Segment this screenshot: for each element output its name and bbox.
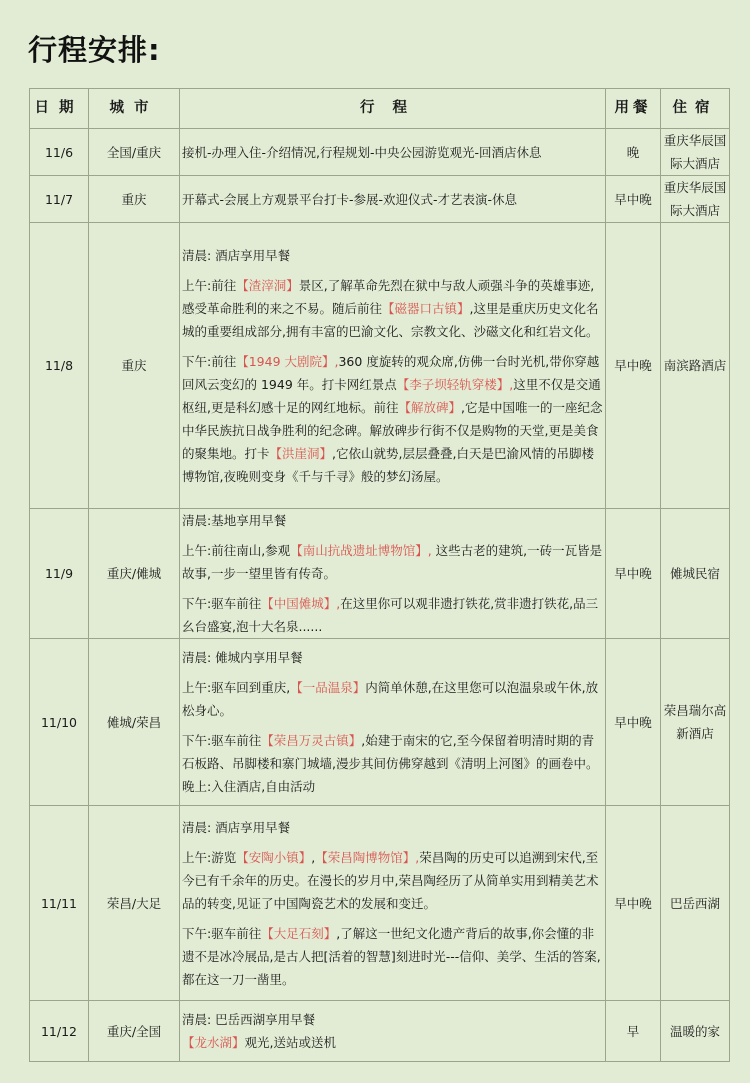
row-hotel: 巴岳西湖 bbox=[661, 806, 730, 1001]
highlight-spot: 【磁器口古镇】 bbox=[382, 300, 470, 316]
morning-early: 清晨: 酒店享用早餐 bbox=[182, 819, 291, 835]
morning-plan: 上午:游览【安陶小镇】,【荣昌陶博物馆】,荣昌陶的历史可以追溯到宋代,至今已有千余年的历史。在漫长的岁月中,荣昌陶经历了从简单实用到精美艺术品的转变,见证了中国陶瓷艺术的发展和变迁。 bbox=[182, 849, 599, 911]
row-hotel: 温暖的家 bbox=[661, 1001, 730, 1062]
highlight-spot: 【龙水湖】 bbox=[182, 1035, 245, 1050]
highlight-spot: 【南山抗战遗址博物馆】, bbox=[290, 543, 432, 558]
row-plan bbox=[180, 223, 606, 509]
morning-early: 清晨:基地享用早餐 bbox=[182, 513, 287, 528]
row-meals: 早 bbox=[606, 1001, 661, 1062]
row-city: 重庆 bbox=[89, 223, 180, 509]
row-city: 全国/重庆 bbox=[89, 129, 180, 176]
row-meals: 早中晚 bbox=[606, 223, 661, 509]
table-row bbox=[30, 509, 730, 639]
itinerary-table bbox=[29, 88, 730, 1062]
highlight-spot: 【一品温泉】 bbox=[290, 680, 366, 695]
final-plan: 【龙水湖】观光,送站或送机 bbox=[182, 1035, 336, 1050]
row-hotel: 重庆华辰国际大酒店 bbox=[661, 129, 730, 176]
highlight-spot: 【1949 大剧院】, bbox=[236, 353, 339, 369]
morning-plan: 上午:驱车回到重庆,【一品温泉】内简单休憩,在这里您可以泡温泉或午休,放松身心。 bbox=[182, 680, 599, 718]
row-date: 11/11 bbox=[30, 806, 89, 1001]
row-date: 11/6 bbox=[30, 129, 89, 176]
header-hotel: 住宿 bbox=[661, 89, 730, 129]
row-hotel: 南滨路酒店 bbox=[661, 223, 730, 509]
row-meals: 早中晚 bbox=[606, 509, 661, 639]
row-hotel: 重庆华辰国际大酒店 bbox=[661, 176, 730, 223]
row-plan bbox=[180, 639, 606, 806]
morning-early: 清晨: 傩城内享用早餐 bbox=[182, 650, 303, 665]
row-hotel: 傩城民宿 bbox=[661, 509, 730, 639]
row-plan: 接机-办理入住-介绍情况,行程规划-中央公园游览观光-回酒店休息 bbox=[180, 129, 606, 176]
row-city: 荣昌/大足 bbox=[89, 806, 180, 1001]
highlight-spot: 【中国傩城】, bbox=[261, 596, 341, 611]
afternoon-plan: 下午:驱车前往【荣昌万灵古镇】,始建于南宋的它,至今保留着明清时期的青石板路、吊脚楼和寨门城墙,漫步其间仿佛穿越到《清明上河图》的画卷中。晚上:入住酒店,自由活动 bbox=[182, 733, 599, 794]
row-city: 傩城/荣昌 bbox=[89, 639, 180, 806]
table-row bbox=[30, 806, 730, 1001]
row-plan bbox=[180, 806, 606, 1001]
row-city: 重庆/全国 bbox=[89, 1001, 180, 1062]
header-meals: 用餐 bbox=[606, 89, 661, 129]
row-date: 11/10 bbox=[30, 639, 89, 806]
morning-plan: 上午:前往【渣滓洞】景区,了解革命先烈在狱中与敌人顽强斗争的英雄事迹,感受革命胜利的来之不易。随后前往【磁器口古镇】,这里是重庆历史文化名城的重要组成部分,拥有丰富的巴渝文化、宗教文化、沙磁文化和红岩文化。 bbox=[182, 277, 599, 339]
row-plan: 开幕式-会展上方观景平台打卡-参展-欢迎仪式-才艺表演-休息 bbox=[180, 176, 606, 223]
row-date: 11/12 bbox=[30, 1001, 89, 1062]
afternoon-plan: 下午:驱车前往【中国傩城】,在这里你可以观非遗打铁花,赏非遗打铁花,品三幺台盛宴,泡十大名泉...... bbox=[182, 596, 599, 634]
highlight-spot: 【大足石刻】 bbox=[261, 925, 337, 941]
row-meals: 早中晚 bbox=[606, 639, 661, 806]
row-city: 重庆/傩城 bbox=[89, 509, 180, 639]
highlight-spot: 【李子坝轻轨穿楼】, bbox=[396, 376, 514, 392]
row-date: 11/7 bbox=[30, 176, 89, 223]
header-city: 城市 bbox=[89, 89, 180, 129]
row-date: 11/9 bbox=[30, 509, 89, 639]
row-plan bbox=[180, 1001, 606, 1062]
row-city: 重庆 bbox=[89, 176, 180, 223]
table-header-row bbox=[30, 89, 730, 129]
afternoon-plan: 下午:驱车前往【大足石刻】,了解这一世纪文化遗产背后的故事,你会懂的非遗不是冰冷展品,是古人把[活着的智慧]刻进时光---信仰、美学、生活的答案,都在这一刀一凿里。 bbox=[182, 925, 601, 987]
row-date: 11/8 bbox=[30, 223, 89, 509]
afternoon-plan: 下午:前往【1949 大剧院】,360 度旋转的观众席,仿佛一台时光机,带你穿越回风云变幻的 1949 年。打卡网红景点【李子坝轻轨穿楼】,这里不仅是交通枢纽,更是科幻感十足的网红地标。前往【解放碑】,它是中国唯一的一座纪念中华民族抗日战争胜利的纪念碑。解放碑步行街不仅是购物的天堂,更是美食的聚集地。打卡【洪崖洞】,它依山就势,层层叠叠,白天是巴渝风情的吊脚楼博物馆,夜晚则变身《千与千寻》般的梦幻汤屋。 bbox=[182, 353, 603, 484]
row-meals: 晚 bbox=[606, 129, 661, 176]
row-meals: 早中晚 bbox=[606, 806, 661, 1001]
highlight-spot: 【解放碑】 bbox=[398, 399, 461, 415]
highlight-spot: 【安陶小镇】 bbox=[236, 849, 312, 865]
table-row bbox=[30, 129, 730, 176]
morning-early: 清晨: 巴岳西湖享用早餐 bbox=[182, 1012, 316, 1027]
header-date: 日期 bbox=[30, 89, 89, 129]
header-plan: 行程 bbox=[180, 89, 606, 129]
row-hotel: 荣昌瑞尔高新酒店 bbox=[661, 639, 730, 806]
highlight-spot: 【荣昌陶博物馆】, bbox=[315, 849, 420, 865]
row-meals: 早中晚 bbox=[606, 176, 661, 223]
table-row bbox=[30, 639, 730, 806]
highlight-spot: 【渣滓洞】 bbox=[236, 277, 299, 293]
morning-plan: 上午:前往南山,参观【南山抗战遗址博物馆】, 这些古老的建筑,一砖一瓦皆是故事,一步一望里皆有传奇。 bbox=[182, 543, 603, 581]
page-title: 行程安排: bbox=[28, 33, 161, 67]
table-row bbox=[30, 176, 730, 223]
table-row bbox=[30, 223, 730, 509]
row-plan bbox=[180, 509, 606, 639]
table-row bbox=[30, 1001, 730, 1062]
morning-early: 清晨: 酒店享用早餐 bbox=[182, 247, 291, 263]
highlight-spot: 【荣昌万灵古镇】 bbox=[261, 733, 362, 748]
highlight-spot: 【洪崖洞】 bbox=[269, 445, 333, 461]
